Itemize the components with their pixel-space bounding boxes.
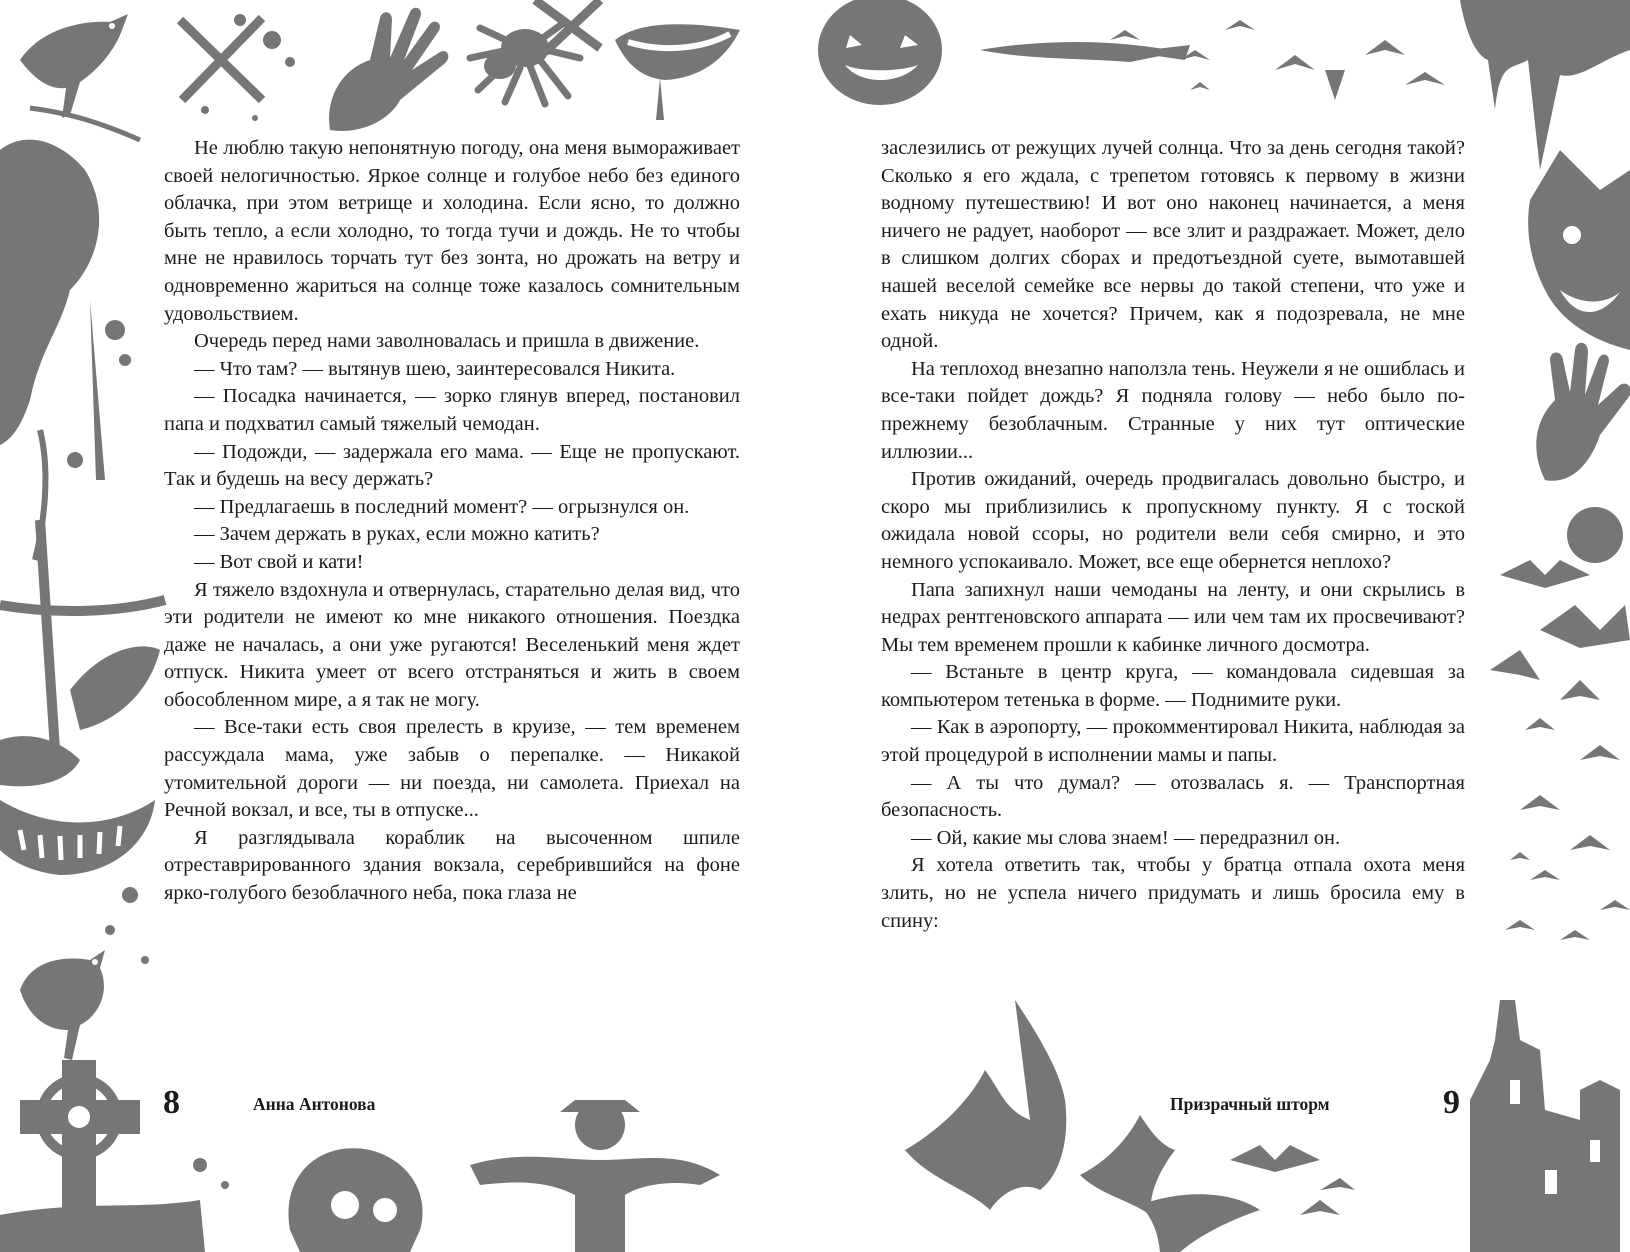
paragraph: — А ты что думал? — отозвалась я. — Транспортная безопасность. <box>881 771 1465 822</box>
bat-flock-icon <box>905 1000 1355 1252</box>
paragraph: — Подожди, — задержала его мама. — Еще не пропускают. Так и будешь на весу держать? <box>164 440 740 491</box>
paragraph: — Ой, какие мы слова знаем! — передразнил он. <box>911 826 1341 849</box>
running-head-author: Анна Антонова <box>253 1094 376 1114</box>
paragraph: Я хотела ответить так, чтобы у братца отпала охота меня злить, но не успела ничего придумать и лишь бросила ему в спину: <box>881 854 1465 932</box>
paragraph: — Что там? — вытянув шею, заинтересовался Никита. <box>194 357 676 380</box>
lips-icon <box>615 24 740 120</box>
crow-icon <box>20 14 140 140</box>
grunge-splatter-icon <box>0 140 131 560</box>
crow-icon <box>20 950 105 1060</box>
page-number-left: 8 <box>163 1084 180 1121</box>
paragraph: Против ожиданий, очередь продвигалась довольно быстро, и скоро мы приблизились к пропускному пункту. Я с тоской ожидала новой ссоры, но родители вели себя смирно, и это немного успокаивало. Может, все еще обернется неплохо? <box>881 468 1465 573</box>
paragraph: заслезились от режущих лучей солнца. Что за день сегодня такой? Сколько я его ждала, с трепетом готовясь к первому в жизни водному путешествию! И вот оно наконец начинается, а меня ничего не радует, наоборот — все злит и раздражает. Может, дело в слишком долгих сборах и предотъездной суете, вымотавшей нашей веселой семейке все нервы до такой степени, что уже и ехать никуда не хочется? Причем, как я подозревала, не мне одной. <box>881 137 1465 353</box>
paragraph: — Посадка начинается, — зорко глянув вперед, постановил папа и подхватил самый тяжелый чемодан. <box>164 385 740 435</box>
paragraph: Не люблю такую непонятную погоду, она меня вымораживает своей нелогичностью. Яркое солнце и голубое небо без единого облачка, при этом ветрище и холодина. Если ясно, то должно быть тепло, а если холодно, то тогда тучи и дождь. Не то чтобы мне не нравилось торчать тут без зонта, но дрожать на ветру и одновременно жариться на солнце тоже казалось сомнительным удовольствием. <box>164 137 740 325</box>
page-number-right: 9 <box>1443 1084 1460 1121</box>
grin-icon <box>0 800 155 964</box>
bat-swarm-icon <box>1490 507 1630 940</box>
hand-icon <box>329 8 448 131</box>
paragraph: — Как в аэропорту, — прокомментировал Никита, наблюдая за этой процедурой в исполнении мамы и папы. <box>881 716 1465 767</box>
broom-streak-icon <box>980 42 1190 62</box>
pumpkin-icon <box>818 0 942 105</box>
church-tower-icon <box>1470 1000 1620 1252</box>
cat-icon <box>1528 150 1630 350</box>
bat-icon <box>1110 20 1445 100</box>
ground-splatter-icon <box>0 1158 229 1252</box>
right-page-text <box>881 135 1465 935</box>
mask-icon <box>0 646 160 786</box>
paragraph: — Зачем держать в руках, если можно катить? <box>194 523 600 546</box>
left-page-text <box>164 135 740 908</box>
scarecrow-icon <box>470 1100 720 1252</box>
paragraph: Я тяжело вздохнула и отвернулась, старательно делая вид, что эти родители не имеют ко мне никакого отношения. Поездка даже не началась, а они уже ругаются! Веселенький меня ждет отпуск. Никита умеет от всего отстраняться и жить в своем обособленном мире, а я так не могу. <box>164 578 740 711</box>
paragraph: — Все-таки есть своя прелесть в круизе, — тем временем рассуждала мама, уже забыв о перепалке. — Никакой утомительной дороги — ни поезда, ни самолета. Приехал на Речной вокзал, и все, ты в отпуске... <box>164 716 740 822</box>
paragraph: — Вот свой и кати! <box>194 550 364 573</box>
skull-icon <box>288 1148 422 1252</box>
paragraph: На теплоход внезапно наползла тень. Неужели я не ошиблась и все-таки пойдет дождь? Я подняла голову — небо было по-прежнему безоблачным. Странные у них тут оптические иллюзии... <box>881 357 1465 463</box>
paragraph: — Встаньте в центр круга, — командовала сидевшая за компьютером тетенька в форме. — Поднимите руки. <box>881 661 1465 711</box>
paragraph: Папа запихнул наши чемоданы на ленту, и они скрылись в недрах рентгеновского аппарата — или чем там их просвечивают? Мы тем временем прошли к кабинке личного досмотра. <box>881 578 1465 656</box>
running-head-title: Призрачный шторм <box>1170 1094 1330 1114</box>
handprint-icon <box>1536 343 1630 481</box>
paragraph: Очередь перед нами заволновалась и пришла в движение. <box>194 330 700 353</box>
paragraph: — Предлагаешь в последний момент? — огрызнулся он. <box>194 495 690 518</box>
paragraph: Я разглядывала кораблик на высоченном шпиле отреставрированного здания вокзала, серебрившийся на фоне ярко-голубого безоблачного неба, пока глаза не <box>164 826 740 905</box>
paint-drip-icon <box>1460 0 1630 170</box>
